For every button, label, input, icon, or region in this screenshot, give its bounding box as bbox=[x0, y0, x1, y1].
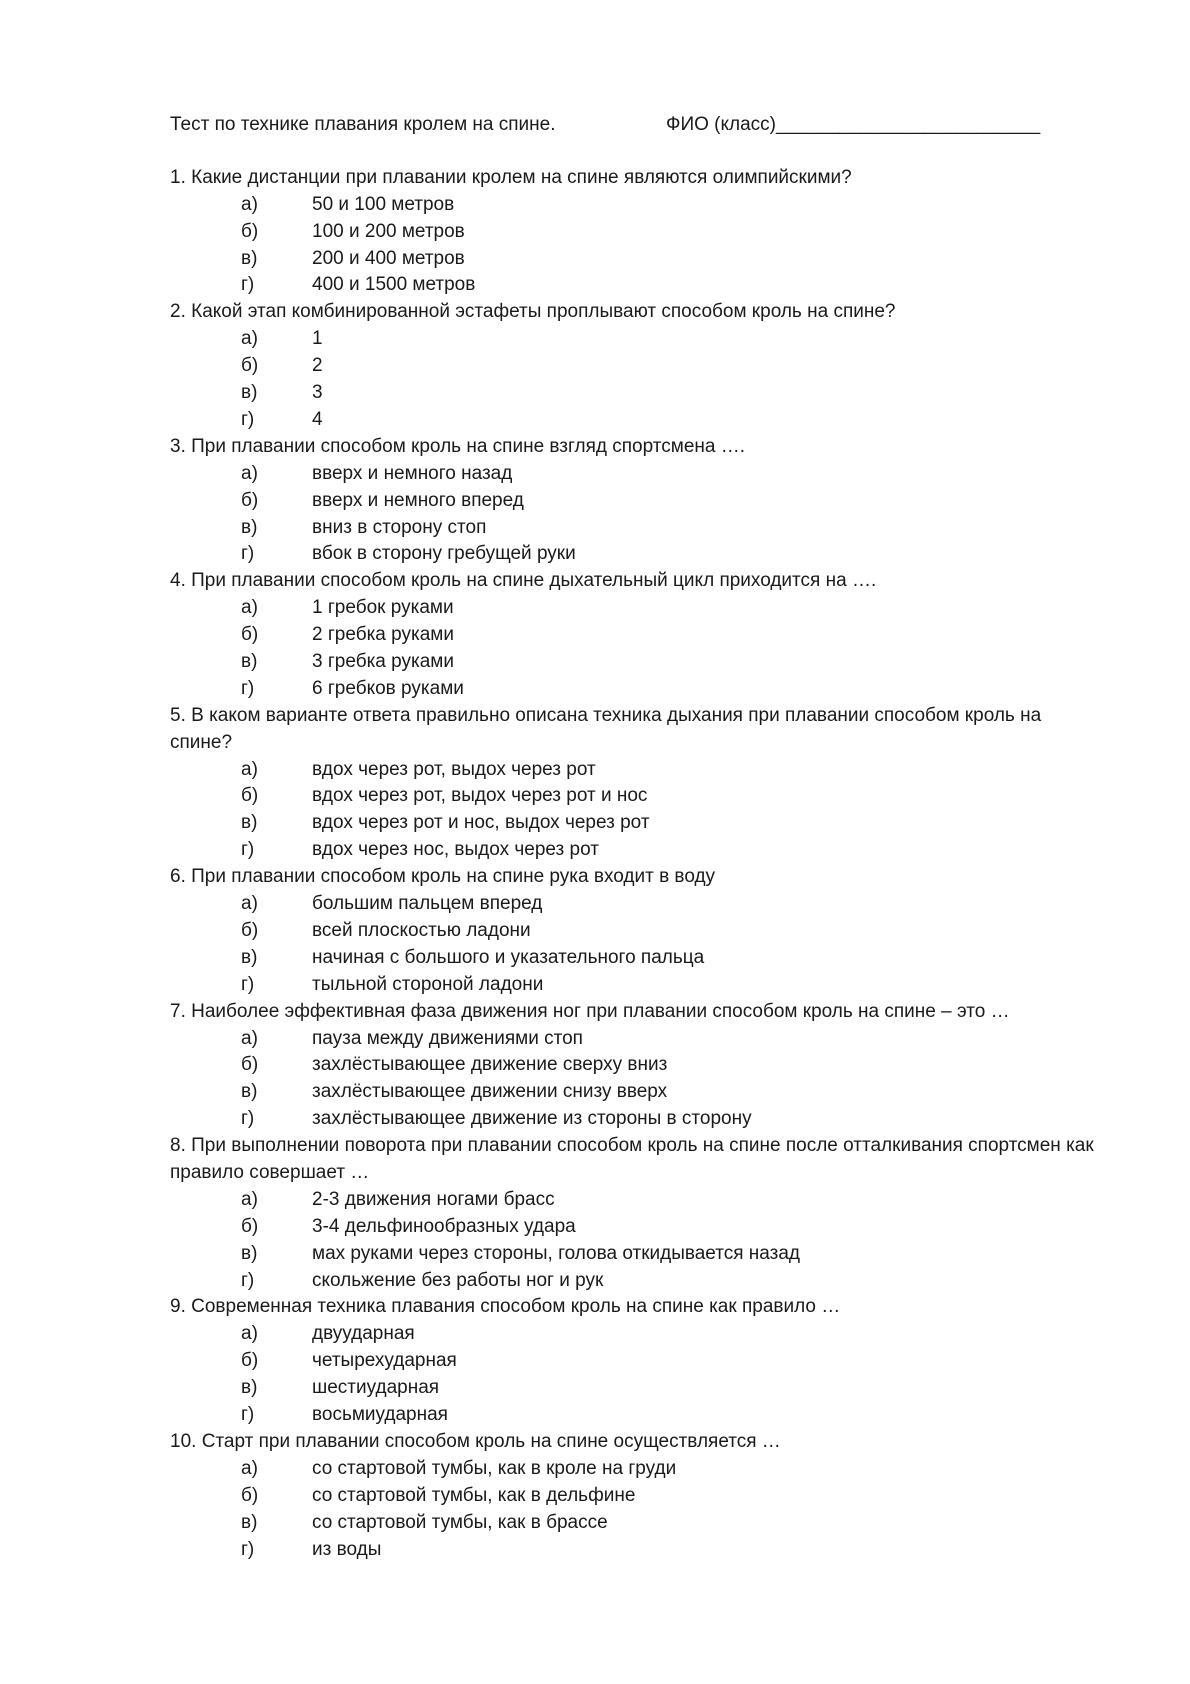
option-letter: г) bbox=[241, 839, 255, 861]
option-letter: а) bbox=[241, 328, 258, 350]
option-text: 50 и 100 метров bbox=[312, 193, 455, 215]
option-text: тыльной стороной ладони bbox=[312, 973, 544, 995]
option-text: 3 bbox=[312, 382, 323, 404]
option-text: 200 и 400 метров bbox=[312, 247, 465, 269]
option-letter: в) bbox=[241, 1511, 258, 1533]
answer-option bbox=[170, 1268, 1100, 1295]
question-text: 8. При выполнении поворота при плавании способом кроль на спине после отталкивания спортсмен как правило совершает … bbox=[170, 1135, 1094, 1183]
answer-option bbox=[170, 1348, 1100, 1375]
option-letter: б) bbox=[241, 1054, 259, 1076]
answer-option bbox=[170, 272, 1100, 299]
option-letter: в) bbox=[241, 1242, 258, 1264]
question-7 bbox=[170, 999, 1100, 1133]
option-letter: б) bbox=[241, 355, 259, 377]
answer-option bbox=[170, 1321, 1100, 1348]
option-text: мах руками через стороны, голова откидывается назад bbox=[312, 1242, 801, 1264]
answer-option bbox=[170, 488, 1100, 515]
option-letter: б) bbox=[241, 220, 259, 242]
option-letter: в) bbox=[241, 1081, 258, 1103]
question-text: 4. При плавании способом кроль на спине дыхательный цикл приходится на …. bbox=[170, 570, 877, 592]
option-letter: г) bbox=[241, 1108, 255, 1130]
option-text: захлёстывающее движение из стороны в сторону bbox=[312, 1108, 752, 1130]
option-text: 2 гребка руками bbox=[312, 624, 454, 646]
answer-option bbox=[170, 407, 1100, 434]
option-letter: а) bbox=[241, 462, 258, 484]
option-text: вверх и немного вперед bbox=[312, 489, 524, 511]
answer-option bbox=[170, 1402, 1100, 1429]
option-text: 100 и 200 метров bbox=[312, 220, 465, 242]
question-5 bbox=[170, 703, 1100, 864]
option-letter: а) bbox=[241, 597, 258, 619]
answer-option bbox=[170, 891, 1100, 918]
question-text: 2. Какой этап комбинированной эстафеты проплывают способом кроль на спине? bbox=[170, 301, 896, 323]
option-text: 4 bbox=[312, 408, 323, 430]
option-text: 400 и 1500 метров bbox=[312, 274, 476, 296]
option-letter: в) bbox=[241, 1377, 258, 1399]
option-letter: б) bbox=[241, 1484, 259, 1506]
option-letter: б) bbox=[241, 624, 259, 646]
option-text: со стартовой тумбы, как в кроле на груди bbox=[312, 1457, 677, 1479]
option-text: захлёстывающее движении снизу вверх bbox=[312, 1081, 668, 1103]
test-title: Тест по технике плавания кролем на спине. bbox=[170, 114, 556, 135]
option-letter: б) bbox=[241, 785, 259, 807]
question-text: 1. Какие дистанции при плавании кролем на спине являются олимпийскими? bbox=[170, 166, 852, 188]
option-text: вверх и немного назад bbox=[312, 462, 513, 484]
answer-option bbox=[170, 1106, 1100, 1133]
question-8 bbox=[170, 1133, 1100, 1294]
option-letter: в) bbox=[241, 516, 258, 538]
option-text: скольжение без работы ног и рук bbox=[312, 1269, 604, 1291]
answer-option bbox=[170, 515, 1100, 542]
option-text: вдох через рот, выдох через рот bbox=[312, 758, 596, 780]
option-letter: б) bbox=[241, 1215, 259, 1237]
answer-option bbox=[170, 622, 1100, 649]
document-page bbox=[170, 112, 1100, 1563]
answer-option bbox=[170, 783, 1100, 810]
option-text: 1 bbox=[312, 328, 323, 350]
answer-option bbox=[170, 810, 1100, 837]
option-text: 2 bbox=[312, 355, 323, 377]
option-letter: а) bbox=[241, 193, 258, 215]
option-letter: в) bbox=[241, 946, 258, 968]
option-text: вдох через рот и нос, выдох через рот bbox=[312, 812, 650, 834]
option-letter: а) bbox=[241, 758, 258, 780]
answer-option bbox=[170, 353, 1100, 380]
answer-option bbox=[170, 1079, 1100, 1106]
answer-option bbox=[170, 461, 1100, 488]
option-letter: в) bbox=[241, 247, 258, 269]
option-text: шестиударная bbox=[312, 1377, 440, 1399]
option-letter: а) bbox=[241, 1323, 258, 1345]
question-4 bbox=[170, 568, 1100, 702]
answer-option bbox=[170, 837, 1100, 864]
question-text: 5. В каком варианте ответа правильно описана техника дыхания при плавании способом кроль на спине? bbox=[170, 704, 1042, 753]
answer-option bbox=[170, 1214, 1100, 1241]
test-header bbox=[170, 112, 1100, 139]
answer-option bbox=[170, 192, 1100, 219]
option-letter: г) bbox=[241, 1404, 255, 1426]
option-text: пауза между движениями стоп bbox=[312, 1027, 583, 1049]
answer-option bbox=[170, 918, 1100, 945]
answer-option bbox=[170, 757, 1100, 784]
answer-option bbox=[170, 1052, 1100, 1079]
option-letter: г) bbox=[241, 408, 255, 430]
answer-option bbox=[170, 1375, 1100, 1402]
answer-option bbox=[170, 246, 1100, 273]
option-text: двуударная bbox=[312, 1323, 415, 1345]
question-text: 10. Старт при плавании способом кроль на спине осуществляется … bbox=[170, 1430, 781, 1452]
answer-option bbox=[170, 972, 1100, 999]
answer-option bbox=[170, 1026, 1100, 1053]
answer-option bbox=[170, 676, 1100, 703]
option-letter: а) bbox=[241, 1457, 258, 1479]
option-letter: в) bbox=[241, 650, 258, 672]
option-text: четырехударная bbox=[312, 1350, 457, 1372]
name-class-field: ФИО (класс)_________________________ bbox=[666, 114, 1041, 135]
option-text: 1 гребок руками bbox=[312, 597, 454, 619]
option-letter: а) bbox=[241, 893, 258, 915]
question-2 bbox=[170, 299, 1100, 433]
answer-option bbox=[170, 1187, 1100, 1214]
answer-option bbox=[170, 1456, 1100, 1483]
answer-option bbox=[170, 1483, 1100, 1510]
option-text: вдох через рот, выдох через рот и нос bbox=[312, 785, 648, 807]
questions-list bbox=[170, 165, 1100, 1564]
option-letter: б) bbox=[241, 489, 259, 511]
option-text: со стартовой тумбы, как в дельфине bbox=[312, 1484, 636, 1506]
option-letter: г) bbox=[241, 973, 255, 995]
option-text: со стартовой тумбы, как в брассе bbox=[312, 1511, 608, 1533]
option-letter: г) bbox=[241, 1538, 255, 1560]
answer-option bbox=[170, 541, 1100, 568]
option-letter: б) bbox=[241, 919, 259, 941]
question-text: 7. Наиболее эффективная фаза движения ног при плавании способом кроль на спине – это … bbox=[170, 1000, 1010, 1022]
option-text: всей плоскостью ладони bbox=[312, 919, 531, 941]
question-1 bbox=[170, 165, 1100, 299]
question-10 bbox=[170, 1429, 1100, 1563]
option-letter: г) bbox=[241, 543, 255, 565]
answer-option bbox=[170, 649, 1100, 676]
question-3 bbox=[170, 434, 1100, 568]
answer-option bbox=[170, 1537, 1100, 1564]
question-text: 9. Современная техника плавания способом кроль на спине как правило … bbox=[170, 1296, 841, 1318]
option-text: захлёстывающее движение сверху вниз bbox=[312, 1054, 668, 1076]
option-text: восьмиударная bbox=[312, 1404, 448, 1426]
question-9 bbox=[170, 1294, 1100, 1428]
option-text: начиная с большого и указательного пальца bbox=[312, 946, 705, 968]
option-text: вдох через нос, выдох через рот bbox=[312, 839, 599, 861]
option-letter: в) bbox=[241, 812, 258, 834]
question-6 bbox=[170, 864, 1100, 998]
option-text: вбок в сторону гребущей руки bbox=[312, 543, 576, 565]
answer-option bbox=[170, 1510, 1100, 1537]
option-letter: б) bbox=[241, 1350, 259, 1372]
option-text: вниз в сторону стоп bbox=[312, 516, 487, 538]
answer-option bbox=[170, 219, 1100, 246]
question-text: 3. При плавании способом кроль на спине взгляд спортсмена …. bbox=[170, 435, 746, 457]
option-text: 3 гребка руками bbox=[312, 650, 454, 672]
question-text: 6. При плавании способом кроль на спине рука входит в воду bbox=[170, 866, 716, 888]
answer-option bbox=[170, 326, 1100, 353]
option-letter: г) bbox=[241, 274, 255, 296]
option-text: из воды bbox=[312, 1538, 382, 1560]
option-text: 6 гребков руками bbox=[312, 677, 464, 699]
option-text: 3-4 дельфинообразных удара bbox=[312, 1215, 576, 1237]
answer-option bbox=[170, 380, 1100, 407]
option-letter: в) bbox=[241, 382, 258, 404]
option-letter: г) bbox=[241, 1269, 255, 1291]
answer-option bbox=[170, 945, 1100, 972]
option-letter: а) bbox=[241, 1027, 258, 1049]
answer-option bbox=[170, 595, 1100, 622]
option-letter: г) bbox=[241, 677, 255, 699]
answer-option bbox=[170, 1241, 1100, 1268]
option-text: большим пальцем вперед bbox=[312, 893, 543, 915]
option-letter: а) bbox=[241, 1188, 258, 1210]
option-text: 2-3 движения ногами брасс bbox=[312, 1188, 555, 1210]
